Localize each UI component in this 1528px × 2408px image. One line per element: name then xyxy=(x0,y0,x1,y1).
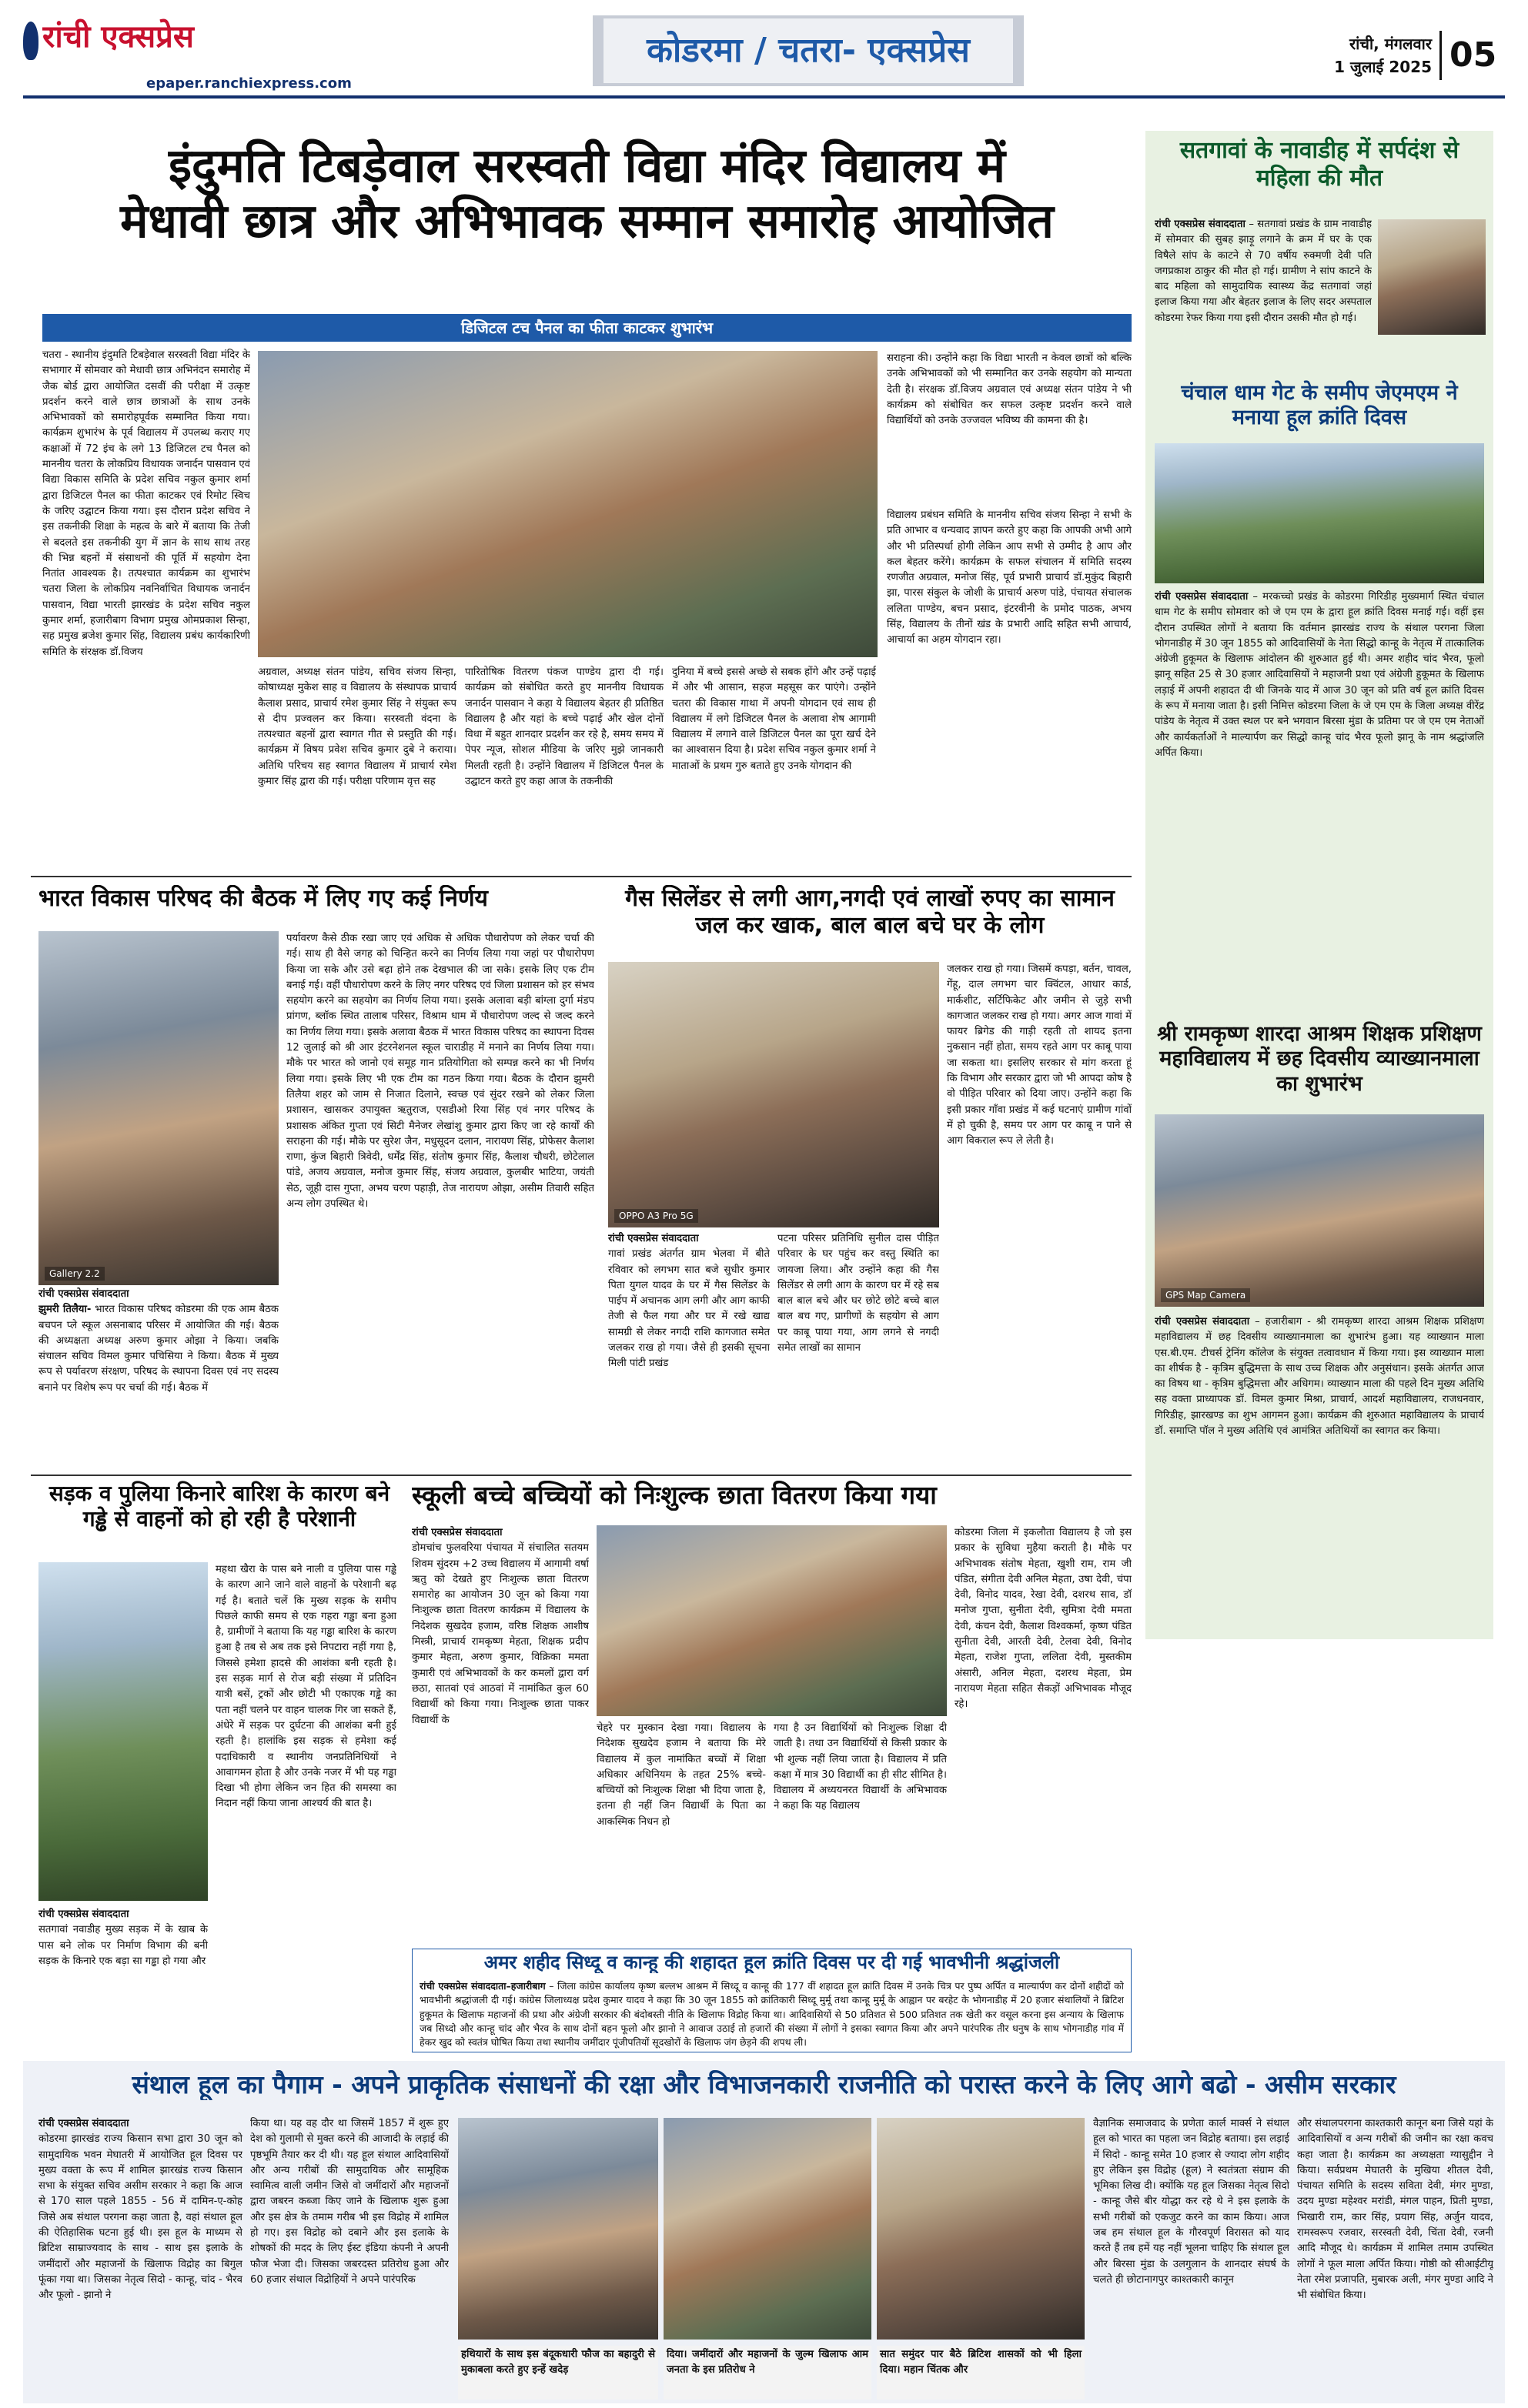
masthead-rule xyxy=(23,95,1505,99)
sidebar-story3-body xyxy=(1155,1314,1484,1631)
lead-photo xyxy=(258,351,878,657)
bvp-col-2: पर्यावरण कैसे ठीक रखा जाए एवं अधिक से अधिक पौधारोपण को लेकर चर्चा की गई। साथ ही वैसे जगह को चिन्हित करने का निर्णय लिया गया जहां पर पौधारोपण किया जा सके और उसे बढ़ा होने तक देखभाल की जा सके। इसके लिए एक टीम बनाई गई। वहीं पौधारोपण करने के लिए नगर परिषद एवं जिला प्रशासन को हर संभव सहयोग करने का सहयोग का निर्णय लिया गया। इसके अलावा बड़ी बांग्ला दुर्गा मंडप प्रांगण, ब्लॉक स्थित तालाब परिसर, विश्राम धाम में पौधारोपण जल्द से जल्द करने का निर्णय लिया गया। इसके अलावा बैठक में भारत विकास परिषद का स्थापना दिवस 12 जुलाई को श्री आर इंटरनेशनल स्कूल चाराडीह में मनाने का निर्णय लिया गया। मौके पर भारत को जानो एवं समूह गान प्रतियोगिता को सम्पन्न करने का भी निर्णय लिया गया। इसके लिए भी एक टीम का गठन किया गया। बैठक के दौरान झुमरी तिलैया शहर को जाम से निजात दिलाने, स्वच्छ एवं सुंदर रखने को लेकर जिला प्रशासन, खासकर उपायुक्त ऋतुराज, एसडीओ रिया सिंह एवं नगर परिषद के प्रशासक अंकित गुप्ता एवं सिटी मैनेजर लेखांशु कुमार द्वारा किए जा रहे कार्यों की सराहना की गई। मौके पर सुरेश जैन, मधुसूदन दलान, नारायण सिंह, प्रोफेसर कैलाश राणा, कुंज बिहारी त्रिवेदी, धर्मेंद्र सिंह, संतोष कुमार सिंह, कैलाश चौधरी, छोटेलाल पांडे, अजय अग्रवाल, मनोज कुमार सिंह, संजय अग्रवाल, कुलबीर भाटिया, जयंती सेठ, जूही दास गुप्ता, अभय चरण पहाड़ी, तेज नारायण ओझा, असीम तिवारी सहित अन्य लोग उपस्थित थे। xyxy=(286,933,594,1211)
lead-col-5b: विद्यालय प्रबंधन समिति के माननीय सचिव संजय सिन्हा ने सभी के प्रति आभार व धन्यवाद ज्ञापन करते हुए कहा कि आपकी अभी आगे और भी प्रतिस्पर्धा होगी लेकिन आप सभी से उम्मीद है आप और कल बेहतर करेंगे। कार्यक्रम के सफल संचालन में समिति सदस्य रणजीत अग्रवाल, मनोज सिंह, पूर्व प्रभारी प्राचार्य डॉ.मुकुंद बिहारी झा, पारस संकुल के जोशी के प्राचार्य अरुण पांडे, पंचायत संचालक ललिता पाण्डेय, बचन प्रसाद, इंटरवीनी के प्रमोद पाठक, अभय सिंह, विद्यालय के तीनों खंड के प्रभारी आदि सहित सभी आचार्य, आचार्या का अहम योगदान रहा। xyxy=(887,509,1132,646)
road-col-1-text: सतगावां नवाडीह मुख्य सड़क में के खाब के पास बने लोक पर निर्माण विभाग की बनी सड़क के किनारे एक बड़ा सा गड्ढा हो गया और xyxy=(38,1924,208,1967)
santhal-col-3: वैज्ञानिक समाजवाद के प्रणेता कार्ल मार्क्स ने संथाल हूल को भारत का पहला जन विद्रोह बताया। इस लड़ाई में सिदो - कान्हू समेत 10 हजार से ज्यादा लोग शहीद हुए लेकिन इस विद्रोह (हूल) ने स्वतंत्रता संग्राम की भूमिका लिख दी। क्योंकि यह हूल जिसका नेतृत्व सिदो - कान्हू जैसे बीर योद्धा कर रहे थे ने इस इलाके के सभी गरीबों को एकजुट करने का काम किया। आज जब हम संथाल हूल के गौरवपूर्ण विरासत को याद करते हैं तब हमें यह नहीं भूलना चाहिए कि संथाल हूल और बिरसा मुंडा के उलगुलान के शानदार संघर्ष के चलते ही छोटानागपुर काश्तकारी कानून xyxy=(1093,2118,1289,2286)
santhal-photo-1 xyxy=(458,2118,658,2340)
umbrella-photo xyxy=(597,1525,947,1716)
sidebar-story3-text: – हजारीबाग - श्री रामकृष्ण शारदा आश्रम शिक्षक प्रशिक्षण महाविद्यालय में छह दिवसीय व्याख्यानमाला का शुभारंभ हुआ। यह व्याख्यान माला एस.बी.एम. टीचर्स ट्रेनिंग कॉलेज के संयुक्त तत्वावधान में किया गया। इस व्याख्यान माला का शीर्षक है - कृत्रिम बुद्धिमत्ता के साथ उच्च शिक्षक और अनुसंधान। इसके अंतर्गत आज का विषय था - कृत्रिम बुद्धिमत्ता और अधिगम। व्याख्यान माला की पहले दिन मुख्य अतिथि सह वक्ता प्राध्यापक डॉ. विमल कुमार मिश्रा, प्राचार्य, आदर्श महाविद्यालय, राजधनवार, गिरिडीह, झारखण्ड का शुभ आगमन हुआ। कार्यक्रम की शुरुआत महाविद्यालय के प्राचार्य डॉ. समाप्ति पॉल ने मुख्य अतिथि एवं आमंत्रित अतिथियों का स्वागत कर किया। xyxy=(1155,1316,1484,1438)
gas-col-1-text: गावां प्रखंड अंतर्गत ग्राम भेलवा में बीते रविवार को लगभग सात बजे सुधीर कुमार पिता युगल यादव के घर में गैस सिलेंडर के पाईप में अचानक आग लगी और आग काफी तेजी से फैल गया और घर में रखे खाद्य सामग्री से लेकर नगदी राशि कागजात समेत जलकर राख हो गया। जैसे ही इसकी सूचना मिली पांटी प्रखंड xyxy=(608,1248,770,1370)
bvp-col-1-text: भारत विकास परिषद कोडरमा की एक आम बैठक बचपन प्ले स्कूल असनाबाद परिसर में आयोजित की गई। बैठक की अध्यक्षता अध्यक्ष अरुण कुमार ओझा ने किया। जबकि संचालन सचिव विमल कुमार पचिसिया ने किया। बैठक में मुख्य रूप से पर्यावरण संरक्षण, परिषद के स्थापना दिवस एवं नए सदस्य बनाने पर विशेष रूप पर चर्चा की गई। बैठक में xyxy=(38,1304,279,1394)
sidebar-story2-headline: चंचाल धाम गेट के समीप जेएमएम ने मनाया हूल क्रांति दिवस xyxy=(1181,381,1458,430)
santhal-caption-2: दिया। जमींदारों और महाजनों के जुल्म खिलाफ आम जनता के इस प्रतिरोध ने xyxy=(664,2346,871,2400)
santhal-headline: संथाल हूल का पैगाम - अपने प्राकृतिक संसाधनों की रक्षा और विभाजनकारी राजनीति को परास्त करने के लिए आगे बढो - असीम सरकार xyxy=(132,2070,1396,2099)
sidebar-story3-photo-tag: GPS Map Camera xyxy=(1161,1288,1250,1302)
sidebar-story1-byline: रांची एक्सप्रेस संवाददाता xyxy=(1155,219,1245,230)
section-title: कोडरमा / चतरा- एक्सप्रेस xyxy=(647,31,970,70)
section-divider-2 xyxy=(31,1475,1132,1476)
santhal-col-1-text: कोडरमा झारखंड राज्य किसान सभा द्वारा 30 जून को सामुदायिक भवन मेघातरी में आयोजित हूल दिवस पर मुख्य वक्ता के रूप में शामिल झारखंड राज्य किसान सभा के संयुक्त सचिव असीम सरकार ने कहा कि आज से 170 साल पहले 1855 - 56 में दामिन-ए-कोह जिसे अब संथाल परगना कहा जाता है, वहां संथाल हूल की ऐतिहासिक घटना हुई थी। इस हूल के माध्यम से ब्रिटिश साम्राज्यवाद के साथ - साथ इस इलाके के जमींदारों और महाजनों के खिलाफ विद्रोह का बिगुल फूंका गया था। जिसका नेतृत्व सिदो - कान्हू, चांद - भैरव और फूलो - झानो ने xyxy=(38,2133,242,2302)
santhal-photo-3 xyxy=(877,2118,1085,2340)
section-banner xyxy=(593,15,1024,86)
umbrella-col-1-text: डोमचांच फुलवरिया पंचायत में संचालित सतयम शिवम सुंदरम +2 उच्च विद्यालय में आगामी वर्षा ऋतु को देखते हुए निःशुल्क छाता वितरण समारोह का आयोजन 30 जून को किया गया निःशुल्क छाता वितरण कार्यक्रम में विद्यालय के निदेशक सुखदेव हजाम, वरिष्ठ शिक्षक आशीष मिस्त्री, प्राचार्य रामकृष्ण मेहता, शिक्षक प्रदीप कुमार मेहता, अरुण कुमार, विक्रिका ममता कुमारी एवं अभिभावकों के कर कमलों द्वारा वर्ग छठा, सातवां एवं आठवां में नामांकित कुल 60 विद्यार्थी को किया गया। निःशुल्क छाता पाकर विद्यार्थी के xyxy=(412,1542,589,1726)
lead-col-4: दुनिया में बच्चे इससे अच्छे से सबक होंगे और उन्हें पढ़ाई में और भी आसान, सहज महसूस कर पाएंगे। उन्होंने चतरा की विकास गाथा में अपनी योगदान एवं साथ ही विद्यालय में लगे डिजिटल पैनल के अलावा शेष आगामी विद्यालय में लगाने वाले डिजिटल पैनल का पूरा खर्च देने का आश्वासन दिया है। प्रदेश सचिव नकुल कुमार शर्मा ने माताओं के प्रथम गुरु बताते हुए उनके योगदान की xyxy=(672,666,876,772)
hool-text: – जिला कांग्रेस कार्यालय कृष्ण बल्लभ आश्रम में सिध्दू व कान्हू की 177 वीं शहादत हूल क्रांति दिवस में उनके चित्र पर पुष्प अर्पित व माल्यार्पण कर दोनों शहीदों को भावभीनी श्रद्धांजली दी गई। कांग्रेस जिलाध्यक्ष प्रदेश कुमार यादव ने कहा कि 30 जून 1855 को क्रांतिकारी सिध्दू मुर्मू तथा कान्हू मुर्मू के आह्वान पर बरहेट के भोगनाडीह में 20 हजार संथालियों ने ब्रिटिश हुकूमत के खिलाफ महाजनों की प्रथा और अंग्रेजी सरकार की बंदोबस्ती नीति के खिलाफ विद्रोह किया था। आदिवासियों से 50 प्रतिशत से 500 प्रतिशत तक खेती कर वसूल करना इस अन्याय के खिलाफ जब सिध्दो और कान्हू चांद और भैरव के साथ दोनों बहन फूलो और झानो ने आवाज उठाई तो हजारों की संख्या में लोगों ने इसका स्वागत किया और अपने पारंपरिक तीर धनुष के साथ भोगनाडीह गांव में हेकर खुद को स्वतंत्र घोषित किया तथा स्थानीय जमींदार पूंजीपतियों सूदखोरों के खिलाफ जंग छेड़ने की शपथ ली। xyxy=(420,1980,1124,2049)
sidebar-story2-text: – मरकच्चो प्रखंड के कोडरमा गिरिडीह मुख्यमार्ग स्थित चंचाल धाम गेट के समीप सोमवार को जे एम एम के द्वारा हूल क्रांति दिवस मनाई गई। वहीं इस दौरान उपस्थित लोगों ने बताया कि वर्तमान झारखंड राज्य के संथाल परगना जिला भोगनाडीह में 30 जून 1855 को आदिवासियों के नेता सिद्धो कान्हू के नेतृत्व में तात्कालिक अंग्रेजी हुकूमत के खिलाफ आंदोलन की शुरुआत हुई थी। अमर शहीद चांद भैरव, फूलो झानू सहित 25 से 30 हजार आदिवासियों ने महाजनी प्रथा एवं अंग्रेजी हुकूमत के खिलाफ लड़ाई में अपनी शहादत दी थी जिनके याद में आज 30 जून को प्रति वर्ष हूल क्रांति दिवस के रूप में मनाया जाता है। इसी निमित्त कोडरमा जिला के जे एम एम के जिला अध्यक्ष वीरेंद्र पांडेय के नेतृत्व में उक्त स्थल पर बने भगवान बिरसा मुंडा के प्रतिमा पर जे एम एम नेताओं और कार्यकर्ताओं ने माल्यार्पण कर सिद्धो कान्हू चांद भैरव फूलो झानू के नाम श्रद्धांजलि अर्पित किया। xyxy=(1155,591,1484,759)
sidebar-story2-body xyxy=(1155,589,1484,1017)
sidebar-story3-photo xyxy=(1155,1114,1484,1307)
sidebar-story1-body xyxy=(1155,217,1372,340)
lead-col-2: अग्रवाल, अध्यक्ष संतन पांडेय, सचिव संजय सिन्हा, कोषाध्यक्ष मुकेश साह व विद्यालय के संस्थापक प्राचार्य कैलाश प्रसाद, प्राचार्य रमेश कुमार सिंह ने संयुक्त रूप से दीप प्रज्वलन कर किया। सरस्वती वंदना के तत्पश्चात बहनों द्वारा स्वागत गीत से प्रस्तुति की गई। कार्यक्रम में विषय प्रवेश सचिव कुमार दुबे ने कराया। अतिथि परिचय सह स्वागत विद्यालय में प्राचार्य रमेश कुमार सिंह द्वारा की गई। परीक्षा परिणाम वृत्त सह xyxy=(258,666,456,788)
umbrella-col-1 xyxy=(412,1525,589,1941)
lead-headline-line1: इंदुमति टिबड़ेवाल सरस्वती विद्या मंदिर विद्यालय में xyxy=(168,139,1005,193)
page-number: 05 xyxy=(1439,31,1501,80)
sidebar-story1-portrait xyxy=(1378,219,1486,335)
lead-col-1: चतरा - स्थानीय इंदुमति टिबड़ेवाल सरस्वती विद्या मंदिर के सभागार में सोमवार को मेधावी छात्र अभिनंदन समारोह में जैक बोर्ड द्वारा आयोजित दसवीं की परीक्षा में उत्कृष्ट प्रदर्शन करने वाले छात्र छात्राओं के साथ उनके अभिभावकों को समारोहपूर्वक सम्मानित किया गया। कार्यक्रम शुभारंभ के पूर्व विद्यालय में उपलब्ध कराए गए कक्षाओं में 72 इंच के लगे 13 डिजिटल टच पैनल को माननीय चतरा के लोकप्रिय विधायक जनार्दन पासवान एवं विद्या विकास समिति के प्रदेश सचिव नकुल कुमार शर्मा द्वारा डिजिटल पैनल का फीता काटकर एवं रिमोट स्विच के जरिए उद्घाटन किया गया। इस दौरान प्रदेश सचिव ने इस तकनीकी शिक्षा के महत्व के बारे में बताया कि तेजी से बदलते इस तकनीकी युग में ज्ञान के साथ साथ तरह की भिन्न बहनों में संसाधनों की पूर्ति में सहयोग देना नितांत आवश्यक है। तत्पश्चात कार्यक्रम का शुभारंभ चतरा जिला के लोकप्रिय नवनिर्वाचित विधायक जनार्दन पासवान, विद्या भारती झारखंड के प्रदेश सचिव नकुल कुमार शर्मा, हजारीबाग विभाग प्रमुख ओमप्रकाश सिन्हा, सह प्रमुख ब्रजेश कुमार सिंह, विद्यालय प्रबंध कार्यकारिणी समिति के संरक्षक डॉ.विजय xyxy=(42,349,250,658)
road-byline: रांची एक्सप्रेस संवाददाता xyxy=(38,1909,129,1920)
hool-body xyxy=(420,1979,1124,2050)
sidebar-story3-byline: रांची एक्सप्रेस संवाददाता xyxy=(1155,1316,1250,1328)
hool-byline: रांची एक्सप्रेस संवाददाता–हजारीबाग xyxy=(420,1980,546,1992)
issue-date: 1 जुलाई 2025 xyxy=(1334,58,1432,76)
lead-col-5a: सराहना की। उन्होंने कहा कि विद्या भारती न केवल छात्रों को बल्कि उनके अभिभावकों को भी सम्मानित कर उनके सहयोग को मान्यता देती है। संरक्षक डॉ.विजय अग्रवाल एवं अध्यक्ष संतन पांडेय ने भी कार्यक्रम को संबोधित कर सफल उत्कृष्ट प्रदर्शन करने वाले विद्यार्थियों को उनके उज्जवल भविष्य की कामना की है। xyxy=(887,352,1132,427)
sidebar-story2-photo xyxy=(1155,443,1484,583)
gas-photo xyxy=(608,962,939,1227)
bvp-lead-place: झुमरी तिलैया- xyxy=(38,1304,92,1316)
place-day: रांची, मंगलवार xyxy=(1349,35,1432,53)
umbrella-headline: स्कूली बच्चे बच्चियों को निःशुल्क छाता वितरण किया गया xyxy=(412,1481,937,1510)
umbrella-col-2: चेहरे पर मुस्कान देखा गया। विद्यालय के निदेशक सुखदेव हजाम ने बताया कि मेरे विद्यालय में कुल नामांकित बच्चों में शिक्षा अधिकार अधिनियम के तहत 25% बच्चे-बच्चियों को निःशुल्क शिक्षा भी दिया जाता है, इतना ही नहीं जिन विद्यार्थी के पिता का आकस्मिक निधन हो xyxy=(597,1722,766,1828)
newspaper-logo: रांची एक्सप्रेस xyxy=(42,19,194,55)
santhal-col-4: और संथालपरगना काश्तकारी कानून बना जिसे यहां के आदिवासियों व अन्य गरीबों की जमीन का रक्षा कवच कहा जाता है। कार्यक्रम का अध्यक्षता ग्यासुद्दीन ने किया। सर्वप्रथम मेघातरी के मुखिया शीतल देवी, पंचायत समिति के सदस्य सविता देवी, मंगर मुण्डा, उदय मुण्डा महेश्वर मरांडी, मंगल पाहन, प्रिती मुण्डा, भिखारी राम, कार सिंह, प्रयाग सिंह, अर्जुन यादव, रामस्वरूप रजवार, सरस्वती देवी, चिंता देवी, रजनी आदि मौजूद थे। कार्यक्रम में शामिल तमाम उपस्थित लोगों ने फूल माला अर्पित किया। गोष्ठी को सीआईटीयू नेता रमेश प्रजापति, मुबारक अली, मंगर मुण्डा आदि ने भी संबोधित किया। xyxy=(1297,2118,1493,2302)
bvp-headline: भारत विकास परिषद की बैठक में लिए गए कई निर्णय xyxy=(38,885,488,912)
lead-headline-line2: मेधावी छात्र और अभिभावक सम्मान समारोह आयोजित xyxy=(120,193,1054,249)
road-headline: सड़क व पुलिया किनारे बारिश के कारण बने गड्ढे से वाहनों को हो रही है परेशानी xyxy=(48,1481,390,1532)
gas-headline: गैस सिलेंडर से लगी आग,नगदी एवं लाखों रुपए का सामान जल कर खाक, बाल बाल बचे घर के लोग xyxy=(625,885,1115,940)
dateline xyxy=(1301,32,1432,78)
sidebar-story3-headline: श्री रामकृष्ण शारदा आश्रम शिक्षक प्रशिक्षण महाविद्यालय में छह दिवसीय व्याख्यानमाला का शुभारंभ xyxy=(1157,1022,1482,1096)
epaper-url[interactable]: epaper.ranchiexpress.com xyxy=(146,75,352,92)
sidebar-story1-text: – सतगावां प्रखंड के ग्राम नावाडीह में सोमवार की सुबह झाड़ू लगाने के क्रम में घर के एक विषैले सांप के काटने से 70 वर्षीय रुक्मणी देवी पति जगप्रकाश ठाकुर की मौत हो गई। ग्रामीण ने सांप काटने के बाद महिला को सामुदायिक स्वास्थ्य केंद्र सतगावां जहां इलाज किया गया और बेहतर इलाज के लिए सदर अस्पताल कोडरमा रेफर किया गया इसी दौरान उसकी मौत हो गई। xyxy=(1155,219,1372,324)
sidebar-story2-byline: रांची एक्सप्रेस संवाददाता xyxy=(1155,591,1249,603)
bvp-byline: रांची एक्सप्रेस संवाददाता xyxy=(38,1288,129,1300)
gas-photo-tag: OPPO A3 Pro 5G xyxy=(614,1209,698,1223)
road-photo xyxy=(38,1562,208,1901)
santhal-byline: रांची एक्सप्रेस संवाददाता xyxy=(38,2118,129,2129)
bvp-photo xyxy=(38,931,279,1285)
gas-col-2: पटना परिसर प्रतिनिधि सुनील दास पीड़ित परिवार के घर पहुंच कर वस्तु स्थिति का जायजा लिया। और उन्होंने कहा की गैस सिलेंडर से लगी आग के कारण घर में रहे सब बाल बाल बचे और घर छोटे छोटे बच्चे बाल बाल बच गए, प्रागीणों के सहयोग से आग पर काबू पाया गया, आग लगने से नगदी समेत लाखों का सामान xyxy=(777,1233,939,1354)
santhal-caption-3: सात समुंदर पार बैठे ब्रिटिश शासकों को भी हिला दिया। महान चिंतक और xyxy=(877,2346,1085,2400)
hool-headline: अमर शहीद सिध्दू व कान्हू की शहादत हूल क्रांति दिवस पर दी गई भावभीनी श्रद्धांजली xyxy=(483,1952,1060,1973)
gas-byline: रांची एक्सप्रेस संवाददाता xyxy=(608,1233,699,1244)
santhal-caption-1: हथियारों के साथ इस बंदूकधारी फौज का बहादुरी से मुकाबला करते हुए इन्हें खदेड़ xyxy=(458,2346,658,2400)
gas-col-3: जलकर राख हो गया। जिसमें कपड़ा, बर्तन, चावल, गेंहू, दाल लगभग चार क्विंटल, आधार कार्ड, मार्कशीट, सर्टिफिकेट और जमीन से जुड़े सभी कागजात जलकर राख हो गया। अगर आज गावां में फायर ब्रिगेड की गाड़ी रहती तो शायद इतना नुकसान नहीं होता, समय रहते आग पर काबू पाया जा सकता था। इसलिए सरकार से मांग करता हूं कि विभाग और सरकार द्वारा जो भी आपदा कोष है वो पीड़ित परिवार को दिया जाए। उन्होंने कहा कि इसी प्रकार गाँवा प्रखंड में कई घटनाएं ग्रामीण गांवों में हो चुकी है, समय पर आग पर काबू न पाने से आग विकराल रूप ले लेती है। xyxy=(947,964,1132,1147)
umbrella-col-4: कोडरमा जिला में इकलौता विद्यालय है जो इस प्रकार के सुविधा मुहैया कराती है। मौके पर अभिभावक संतोष मेहता, खुशी राम, राम जी पंडित, संगीता देवी अनिल मेहता, उषा देवी, चंपा देवी, विनोद यादव, रेखा देवी, दशरथ साव, डॉ मनोज गुप्ता, सुनीता देवी, सुमित्रा देवी ममता देवी, कंचन देवी, कैलाश विश्वकर्मा, कृष्ण पंडित सुनीता देवी, आरती देवी, टेलवा देवी, विनोद मेहता, राजेश गुप्ता, ललिता देवी, मुस्तकीम अंसारी, अनिल मेहता, दशरथ मेहता, प्रेम नारायण मेहता सहित सैकड़ों अभिभावक मौजूद रहे। xyxy=(955,1527,1132,1711)
umbrella-col-3: गया है उन विद्यार्थियों को निःशुल्क शिक्षा दी जाती है। तथा उन विद्यार्थियों से किसी प्रकार के भी शुल्क नहीं लिया जाता है। विद्यालय में प्रति कक्षा में मात्र 30 विद्यार्थी का ही सीट सीमित है। विद्यालय में अध्ययनरत विद्यार्थी के अभिभावक ने कहा कि यह विद्यालय xyxy=(774,1722,947,1812)
santhal-photo-2 xyxy=(664,2118,871,2340)
umbrella-byline: रांची एक्सप्रेस संवाददाता xyxy=(412,1527,503,1538)
lead-subhead: डिजिटल टच पैनल का फीता काटकर शुभारंभ xyxy=(42,314,1132,342)
section-divider xyxy=(31,876,1132,877)
lead-headline xyxy=(42,139,1132,249)
santhal-col-1 xyxy=(38,2116,242,2401)
gas-col-1 xyxy=(608,1231,770,1470)
santhal-col-2: किया था। यह वह दौर था जिसमें 1857 में शुरू हुए देश को गुलामी से मुक्त करने की आजादी के लड़ाई की पृष्ठभूमि तैयार कर दी थी। यह हूल संथाल आदिवासियों और अन्य गरीबों की सामुदायिक और सामूहिक स्वामित्व वाली जमीन जिसे वो जमींदारों और महाजनों द्वारा जबरन कब्जा किए जाने के खिलाफ शुरू हुआ और इस क्षेत्र के तमाम गरीब भी इस विद्रोह में शामिल हो गए। इस विद्रोह को दबाने और इस इलाके के शोषकों की मदद के लिए ईस्ट इंडिया कंपनी ने अपनी फौज भेजा दी। जिसका जबरदस्त प्रतिरोध हुआ और 60 हजार संथाल विद्रोहियों ने अपने पारंपरिक xyxy=(250,2118,449,2286)
bvp-photo-tag: Gallery 2.2 xyxy=(45,1267,105,1281)
sidebar-story1-headline: सतगावां के नावाडीह में सर्पदंश से महिला की मौत xyxy=(1179,137,1459,192)
logo-mark-icon xyxy=(23,22,38,60)
road-col-2: महथा खैरा के पास बने नाली व पुलिया पास गड्ढे के कारण आने जाने वाले वाहनों के परेशानी बढ़ गई है। बताते चलें कि मुख्य सड़क के समीप पिछले काफी समय से एक गहरा गड्ढा बना हुआ है, ग्रामीणों ने बताया कि यह गड्ढा बारिश के कारण हुआ है तब से अब तक इसे निपटारा नहीं गया है, जिससे हमेशा हादसे की आशंका बनी रहती है। इस सड़क मार्ग से रोज बड़ी संख्या में प्रतिदिन यात्री बसें, ट्रकों और छोटी भी एकाएक गड्ढे का पता नहीं चलने पर वाहन चालक गिर जा सकते हैं, अंधेरे में सड़क पर दुर्घटना की आशंका बनी हुई रहती है। हालांकि इस सड़क से हमेशा कई पदाधिकारी व स्थानीय जनप्रतिनिधियों ने आवागमन होता है और उनके नजर में भी यह गड्ढा दिखा भी होगा लेकिन जन हित की समस्या का निदान नहीं किया जाना आश्चर्य की बात है। xyxy=(216,1564,396,1810)
lead-col-3: पारितोषिक वितरण पंकज पाण्डेय द्वारा दी गई। कार्यक्रम को संबोधित करते हुए माननीय विधायक जनार्दन पासवान ने कहा ये विद्यालय बेहतर ही प्रतिष्ठित विद्यालय है और यहां के बच्चे पढ़ाई और खेल दोनों विधा में बहुत शानदार प्रदर्शन कर रहे है, समय समय में पेपर न्यूज, सोशल मीडिया के जरिए मुझे जानकारी मिलती रहती है। उन्होंने विद्यालय में डिजिटल पैनल के उद्घाटन करते हुए कहा आज के तकनीकी xyxy=(465,666,664,788)
road-col-1 xyxy=(38,1907,208,2046)
bvp-col-1 xyxy=(38,1287,279,1471)
